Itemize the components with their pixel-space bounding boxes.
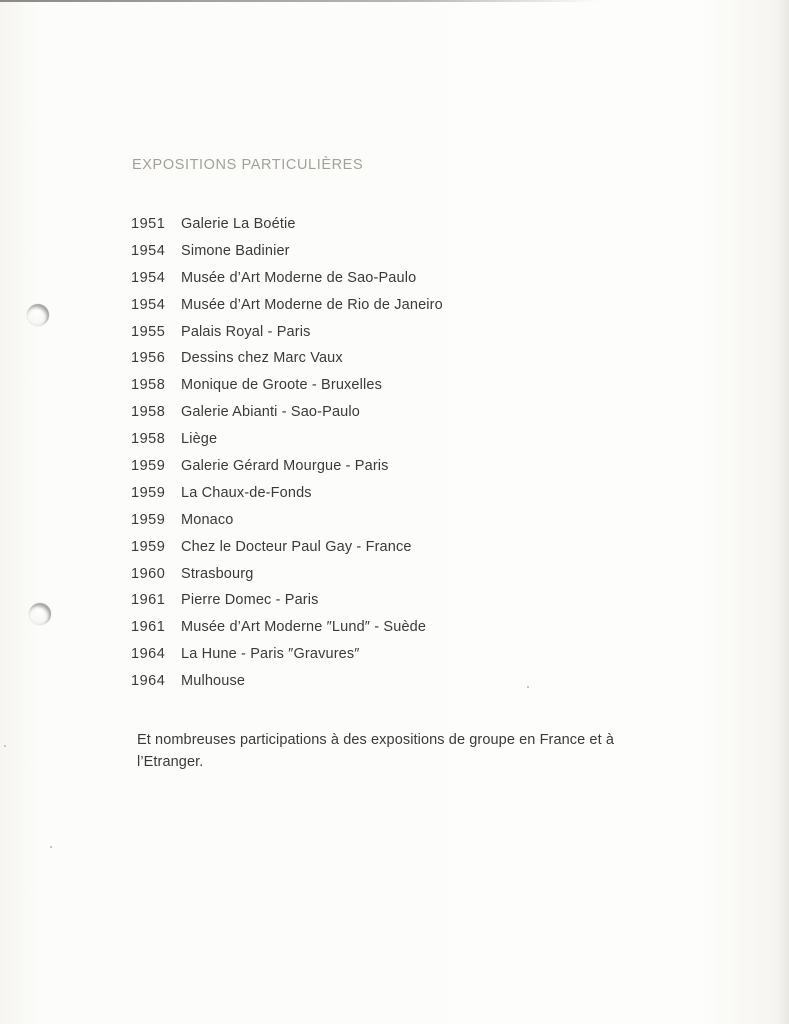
punch-hole-top <box>27 304 49 326</box>
exhibition-venue: Musée d’Art Moderne ″Lund″ - Suède <box>181 619 427 636</box>
exhibition-year: 1961 <box>131 619 166 636</box>
exhibition-venue: Galerie Abianti - Sao-Paulo <box>181 404 360 421</box>
exhibition-year: 1958 <box>131 377 166 394</box>
exhibition-venue: Simone Badinier <box>181 242 290 259</box>
exhibition-venue: Liège <box>181 431 218 448</box>
exhibition-year: 1959 <box>131 511 166 528</box>
exhibition-year: 1961 <box>131 592 166 609</box>
exhibition-year: 1960 <box>131 565 166 582</box>
exhibition-year: 1954 <box>131 242 166 259</box>
exhibition-venue: La Hune - Paris ″Gravures″ <box>181 646 360 663</box>
exhibition-venue: Chez le Docteur Paul Gay - France <box>181 538 412 555</box>
page-top-edge <box>0 0 600 2</box>
exhibition-venue: Galerie La Boétie <box>181 216 296 232</box>
closing-note: Et nombreuses participations à des expositions de groupe en France et à l’Etranger. <box>137 732 615 770</box>
exhibition-year: 1956 <box>131 350 166 367</box>
exhibition-year: 1959 <box>131 458 166 475</box>
exhibition-year: 1958 <box>131 404 166 421</box>
exhibition-venue: Strasbourg <box>181 565 254 582</box>
exhibition-venue: La Chaux-de-Fonds <box>181 484 312 501</box>
paper-speck <box>50 846 52 848</box>
section-title: EXPOSITIONS PARTICULIÈRES <box>132 157 364 173</box>
exhibition-venue: Palais Royal - Paris <box>181 323 311 340</box>
exhibition-venue: Dessins chez Marc Vaux <box>181 350 343 367</box>
exhibition-year: 1959 <box>131 484 166 501</box>
punch-hole-bottom <box>29 603 51 625</box>
exhibition-venue: Mulhouse <box>181 673 246 690</box>
paper-speck <box>4 745 6 747</box>
exhibition-year: 1954 <box>131 296 166 313</box>
exhibition-venue: Musée d’Art Moderne de Rio de Janeiro <box>181 296 443 313</box>
exhibition-venue: Pierre Domec - Paris <box>181 592 319 609</box>
exhibition-venue: Monique de Groote - Bruxelles <box>181 377 383 394</box>
exhibition-year: 1954 <box>131 269 166 286</box>
exhibition-venue: Monaco <box>181 511 234 528</box>
exhibition-year: 1964 <box>131 673 166 690</box>
exhibition-year: 1955 <box>131 323 166 340</box>
exhibition-year: 1958 <box>131 431 166 448</box>
paper-speck <box>527 686 529 688</box>
exhibition-year: 1964 <box>131 646 166 663</box>
exhibition-year: 1951 <box>131 216 166 232</box>
exhibition-venue: Galerie Gérard Mourgue - Paris <box>181 458 389 475</box>
page-right-edge <box>777 0 789 1024</box>
exhibition-year: 1959 <box>131 538 166 555</box>
exhibition-venue: Musée d’Art Moderne de Sao-Paulo <box>181 269 417 286</box>
